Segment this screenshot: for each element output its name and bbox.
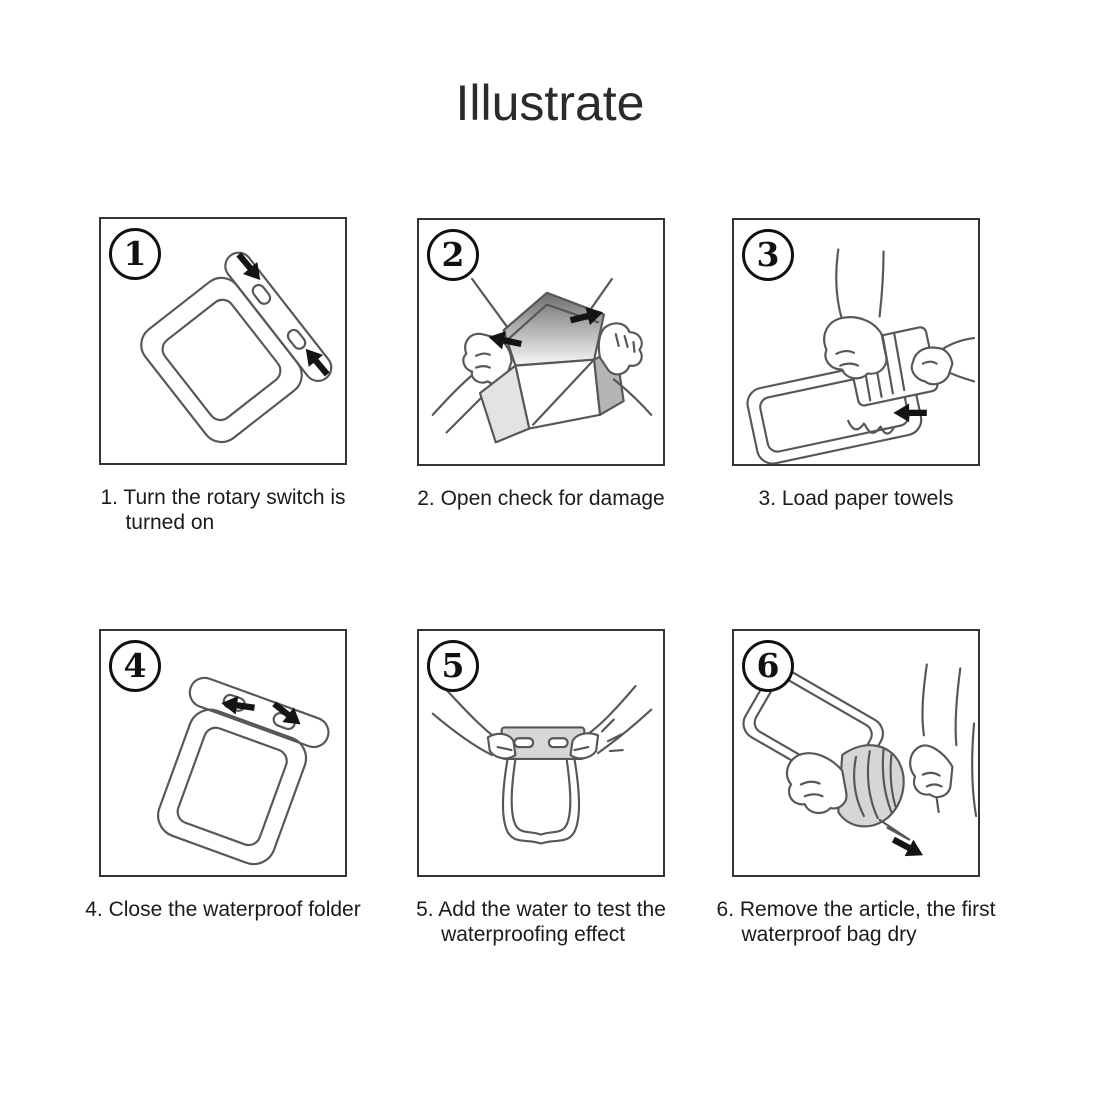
step-4-number-badge [109, 640, 161, 692]
step-6-number-badge [742, 640, 794, 692]
step-1-caption-line-1: 1. Turn the rotary switch is [100, 486, 346, 509]
waterproof-pouch [128, 247, 336, 457]
left-hand [787, 753, 846, 813]
step-1-number: 1 [123, 233, 147, 273]
step-1-caption [59, 485, 387, 535]
pouch-bag [503, 759, 579, 844]
step-panel-6 [716, 629, 996, 946]
left-hand [488, 734, 516, 759]
step-6-figure-box [732, 629, 980, 877]
step-5-number-badge [427, 640, 479, 692]
step-1-figure-box [99, 217, 347, 465]
step-panel-3 [732, 218, 980, 510]
step-5-caption-line-2: waterproofing effect [441, 923, 626, 946]
pouch-window [158, 295, 285, 425]
arrow-down-right-icon [232, 248, 268, 286]
step-6-caption [692, 897, 1020, 947]
pouch-body [133, 270, 309, 450]
step-panel-2 [417, 218, 665, 510]
step-5-number: 5 [441, 645, 465, 685]
step-6-number: 6 [756, 645, 780, 685]
page-title: Illustrate [455, 75, 645, 131]
rotary-switch-right [286, 328, 308, 352]
step-4-caption [59, 897, 387, 922]
step-5-figure-box [417, 629, 665, 877]
pouch-front-face [515, 360, 600, 429]
step-panel-5 [416, 629, 666, 946]
step-1-caption-line-2: turned on [125, 511, 215, 534]
step-6-caption-line-1: 6. Remove the article, the first [716, 898, 996, 921]
pouch-window [174, 724, 290, 848]
step-2-number: 2 [441, 234, 465, 274]
upper-hand-arm [824, 250, 886, 379]
step-3-number: 3 [756, 234, 780, 274]
step-2-number-badge [427, 229, 479, 281]
lower-fingers [848, 421, 893, 434]
step-4-caption-line-1: 4. Close the waterproof folder [85, 898, 361, 921]
roll-body [838, 745, 903, 826]
step-3-figure-box [732, 218, 980, 466]
step-3-number-badge [742, 229, 794, 281]
rotary-switch-left [250, 283, 272, 307]
pouch-clamp-bar [186, 674, 333, 752]
step-4-figure-box [99, 629, 347, 877]
step-3-caption [692, 486, 1020, 511]
step-5-caption [377, 897, 705, 947]
step-2-caption-line-1: 2. Open check for damage [417, 487, 665, 510]
step-2-caption [377, 486, 705, 511]
step-6-caption-line-2: waterproof bag dry [741, 923, 917, 946]
step-1-number-badge [109, 228, 161, 280]
step-panel-1 [99, 217, 347, 534]
step-5-caption-line-1: 5. Add the water to test the [416, 898, 666, 921]
clamp-slot-right [549, 738, 568, 747]
step-2-figure-box [417, 218, 665, 466]
clamp-slot-left [514, 738, 533, 747]
rolled-article [838, 745, 903, 826]
arrow-down-right-icon [889, 831, 927, 863]
bag-tip [880, 820, 910, 840]
right-hand [571, 720, 623, 759]
step-4-number: 4 [123, 645, 147, 685]
right-hand-arm [910, 664, 976, 816]
step-panel-4 [85, 629, 361, 921]
step-3-caption-line-1: 3. Load paper towels [758, 487, 954, 510]
